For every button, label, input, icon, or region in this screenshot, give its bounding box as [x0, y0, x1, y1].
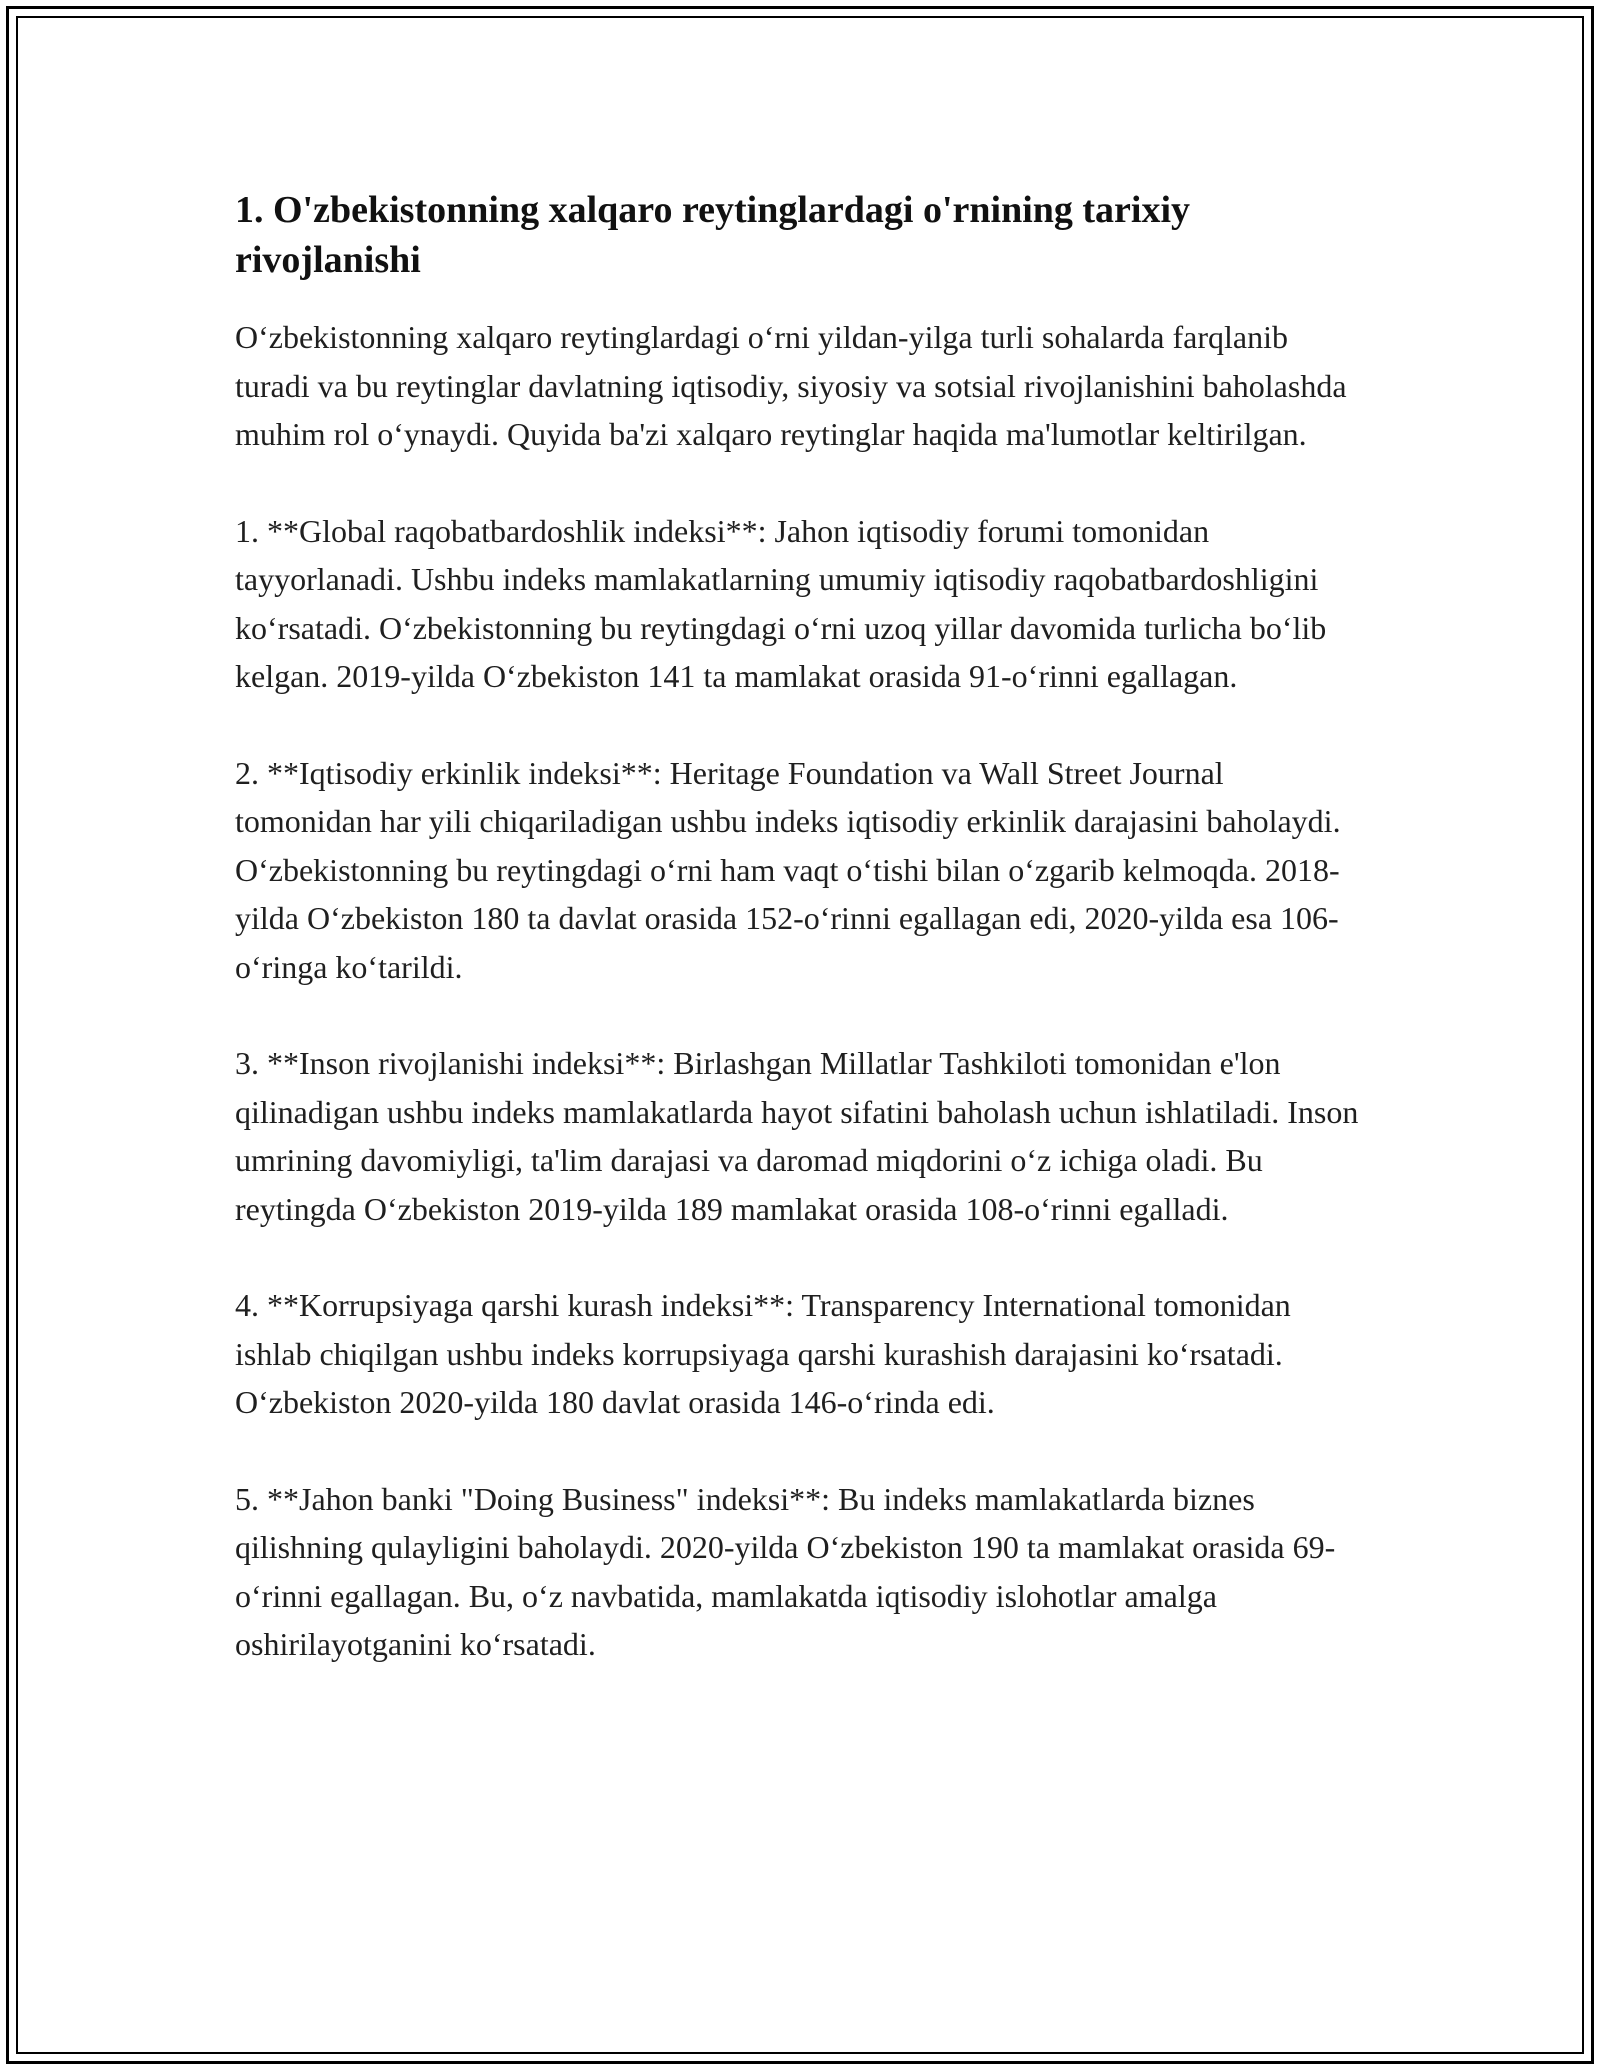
- ranking-item-doing-business: 5. **Jahon banki "Doing Business" indeksi**: Bu indeks mamlakatlarda biznes qilishning qulayligini baholaydi. 2020-yilda O‘zbekiston 190 ta mamlakat orasida 69-o‘rinni egallagan. Bu, o‘z navbatida, mamlakatda iqtisodiy islohotlar amalga oshirilayotganini ko‘rsatadi.: [235, 1480, 1336, 1662]
- document-title: 1. O'zbekistonning xalqaro reytinglardagi o'rnining tarixiy rivojlanishi: [235, 189, 1191, 281]
- ranking-item-global-competitiveness: 1. **Global raqobatbardoshlik indeksi**: Jahon iqtisodiy forumi tomonidan tayyorlanadi. Ushbu indeks mamlakatlarning umumiy iqtisodiy raqobatbardoshligini ko‘rsatadi. O‘zbekistonning bu reytingdagi o‘rni uzoq yillar davomida turlicha bo‘lib kelgan. 2019-yilda O‘zbekiston 141 ta mamlakat orasida 91-o‘rinni egallagan.: [235, 512, 1327, 694]
- document-body: [235, 185, 1365, 1717]
- ranking-item-human-development: 3. **Inson rivojlanishi indeksi**: Birlashgan Millatlar Tashkiloti tomonidan e'lon qilinadigan ushbu indeks mamlakatlarda hayot sifatini baholash uchun ishlatiladi. Inson umrining davomiyligi, ta'lim darajasi va daromad miqdorini o‘z ichiga oladi. Bu reytingda O‘zbekiston 2019-yilda 189 mamlakat orasida 108-o‘rinni egalladi.: [235, 1045, 1359, 1227]
- ranking-item-corruption: 4. **Korrupsiyaga qarshi kurash indeksi**: Transparency International tomonidan ishlab chiqilgan ushbu indeks korrupsiyaga qarshi kurashish darajasini ko‘rsatadi. O‘zbekiston 2020-yilda 180 davlat orasida 146-o‘rinda edi.: [235, 1287, 1291, 1420]
- ranking-item-economic-freedom: 2. **Iqtisodiy erkinlik indeksi**: Heritage Foundation va Wall Street Journal tomonidan har yili chiqariladigan ushbu indeks iqtisodiy erkinlik darajasini baholaydi. O‘zbekistonning bu reytingdagi o‘rni ham vaqt o‘tishi bilan o‘zgarib kelmoqda. 2018-yilda O‘zbekiston 180 ta davlat orasida 152-o‘rinni egallagan edi, 2020-yilda esa 106-o‘ringa ko‘tarildi.: [235, 754, 1341, 985]
- intro-paragraph: O‘zbekistonning xalqaro reytinglardagi o‘rni yildan-yilga turli sohalarda farqlanib turadi va bu reytinglar davlatning iqtisodiy, siyosiy va sotsial rivojlanishini baholashda muhim rol o‘ynaydi. Quyida ba'zi xalqaro reytinglar haqida ma'lumotlar keltirilgan.: [235, 319, 1347, 452]
